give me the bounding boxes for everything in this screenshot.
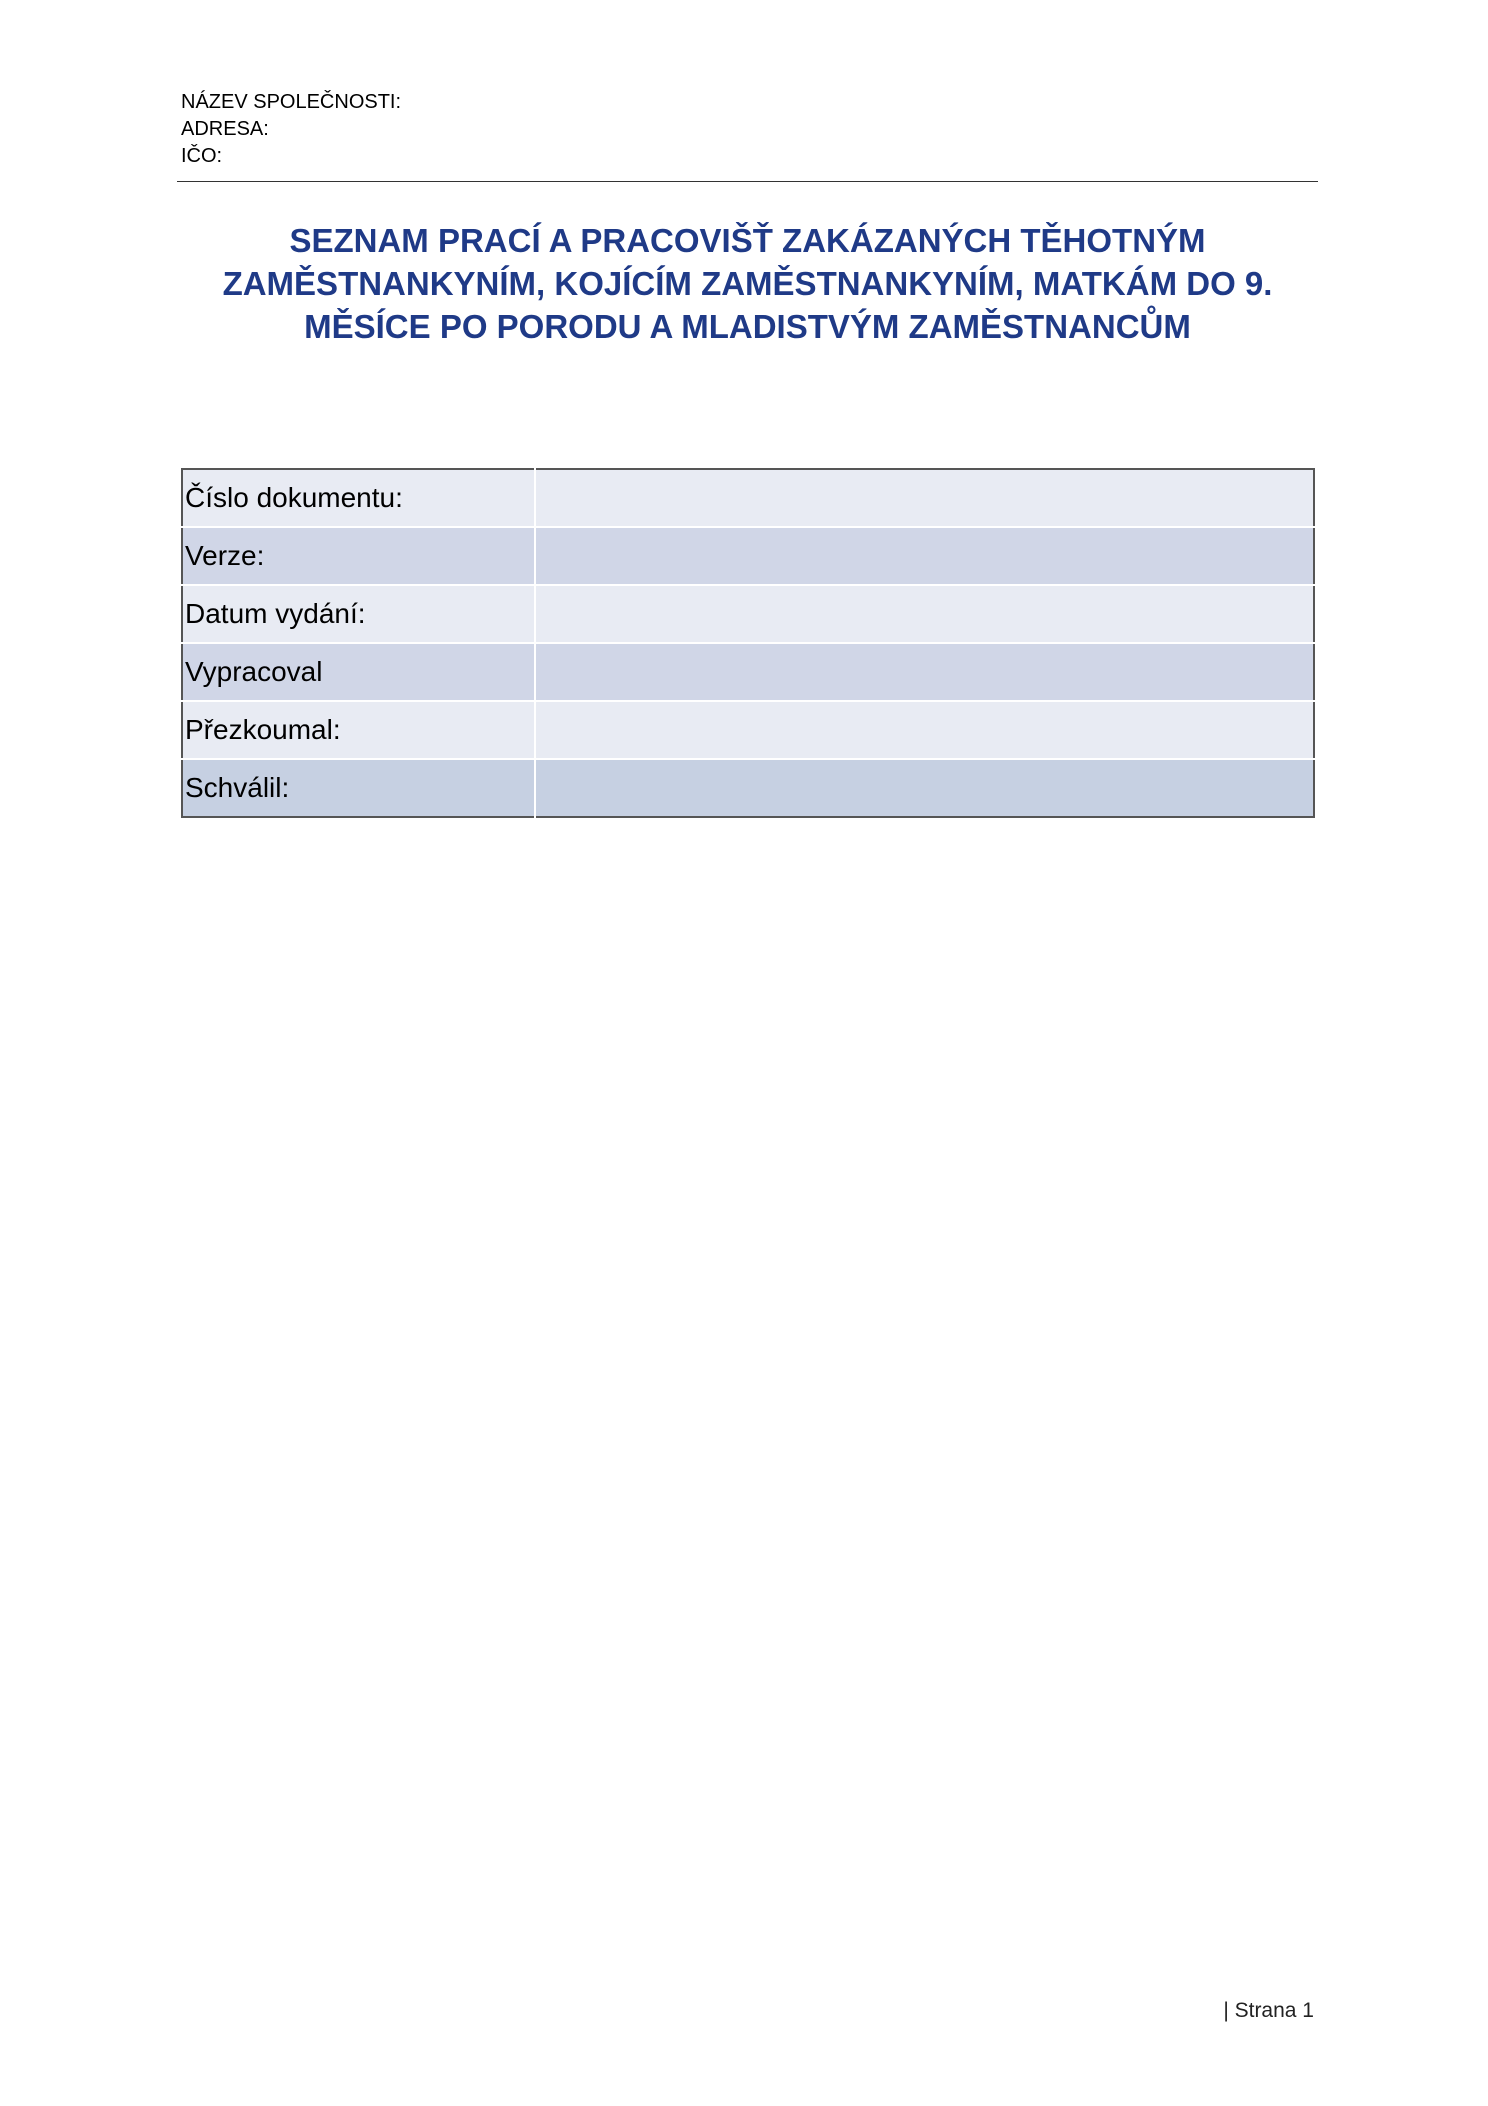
page-number: | Strana 1	[1223, 1999, 1314, 2022]
address-label: ADRESA:	[181, 118, 269, 140]
issue-date-value	[535, 585, 1314, 643]
ico-label: IČO:	[181, 145, 223, 167]
table-row	[182, 643, 1314, 701]
reviewed-by-value	[535, 701, 1314, 759]
company-name-label: NÁZEV SPOLEČNOSTI:	[181, 91, 402, 113]
reviewed-by-label: Přezkoumal:	[182, 701, 535, 759]
approved-by-label: Schválil:	[182, 759, 535, 817]
table-row	[182, 585, 1314, 643]
title-line-3: MĚSÍCE PO PORODU A MLADISTVÝM ZAMĚSTNANCŮM	[304, 308, 1191, 345]
document-info-table	[181, 468, 1315, 818]
version-value	[535, 527, 1314, 585]
table-row	[182, 759, 1314, 817]
header-divider	[177, 181, 1318, 182]
approved-by-value	[535, 759, 1314, 817]
prepared-by-value	[535, 643, 1314, 701]
table-row	[182, 701, 1314, 759]
document-number-label: Číslo dokumentu:	[182, 469, 535, 527]
prepared-by-label: Vypracoval	[182, 643, 535, 701]
title-line-1: SEZNAM PRACÍ A PRACOVIŠŤ ZAKÁZANÝCH TĚHOTNÝM	[289, 222, 1206, 259]
document-number-value	[535, 469, 1314, 527]
title-line-2: ZAMĚSTNANKYNÍM, KOJÍCÍM ZAMĚSTNANKYNÍM, MATKÁM DO 9.	[222, 265, 1273, 302]
table-row	[182, 469, 1314, 527]
version-label: Verze:	[182, 527, 535, 585]
issue-date-label: Datum vydání:	[182, 585, 535, 643]
document-title	[177, 219, 1318, 348]
company-info	[181, 89, 401, 170]
table-row	[182, 527, 1314, 585]
